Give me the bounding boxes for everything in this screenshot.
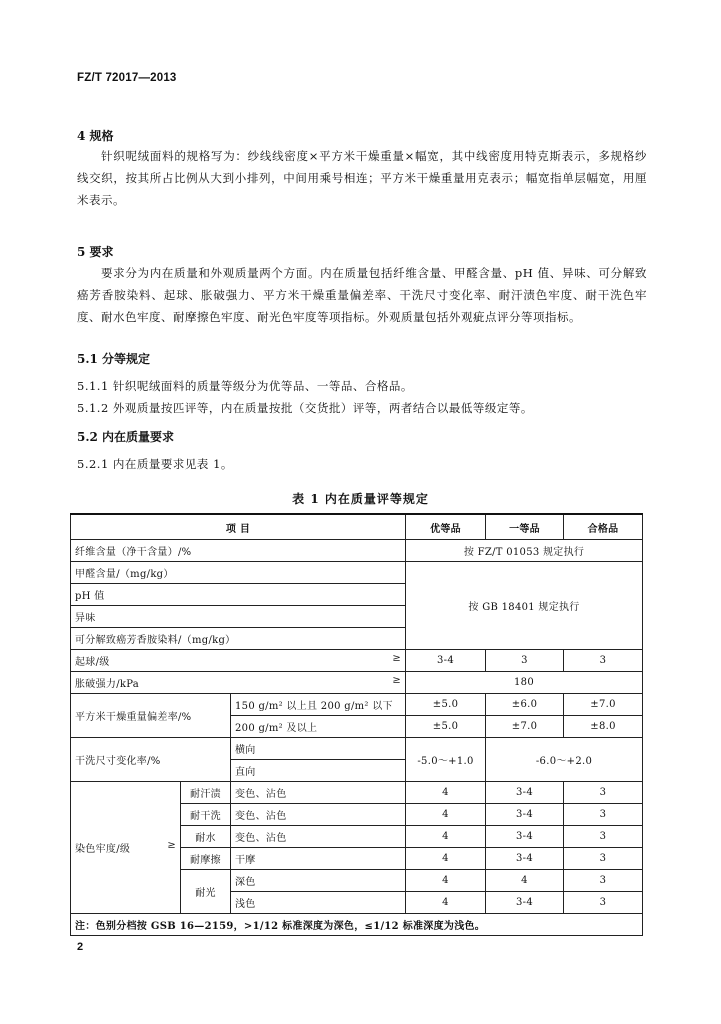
clause-5-1-1: 5.1.1 针织呢绒面料的质量等级分为优等品、一等品、合格品。 — [77, 379, 413, 393]
water-superior: 4 — [406, 826, 486, 848]
rub-qualified: 3 — [564, 848, 643, 870]
fastness-sub-light-dark: 深色 — [231, 870, 406, 892]
burst-label: 胀破强力/kPa — [75, 679, 140, 690]
fastness-sub-light-pale: 浅色 — [231, 892, 406, 914]
header-grade-superior: 优等品 — [406, 514, 486, 540]
weight-sub-150-200: 150 g/m² 以上且 200 g/m² 以下 — [231, 694, 406, 716]
pilling-superior: 3-4 — [406, 650, 486, 672]
row-label-colorfastness — [71, 782, 181, 914]
table-row — [71, 540, 643, 562]
row-label-amine: 可分解致癌芳香胺染料/（mg/kg） — [71, 628, 406, 650]
table-row — [71, 782, 643, 804]
sweat-first: 3-4 — [486, 782, 564, 804]
row-label-dryclean-change: 干洗尺寸变化率/% — [71, 738, 231, 782]
table-row — [71, 672, 643, 694]
light-dark-qualified: 3 — [564, 870, 643, 892]
page-number: 2 — [77, 941, 84, 953]
table-note-row — [71, 914, 643, 936]
rub-first: 3-4 — [486, 848, 564, 870]
burst-ge-sign: ≥ — [392, 675, 402, 686]
table-row — [71, 694, 643, 716]
section-5-1-heading: 5.1 分等规定 — [77, 352, 151, 366]
table-header-row — [71, 514, 643, 540]
water-qualified: 3 — [564, 826, 643, 848]
light-dark-superior: 4 — [406, 870, 486, 892]
fastness-sub-rub: 干摩 — [231, 848, 406, 870]
row-label-burst — [71, 672, 406, 694]
burst-value: 180 — [406, 672, 643, 694]
weight-200-qualified: ±8.0 — [564, 716, 643, 738]
row-label-formaldehyde: 甲醛含量/（mg/kg） — [71, 562, 406, 584]
dryclean-sub-transverse: 横向 — [231, 738, 406, 760]
fiber-value: 按 FZ/T 01053 规定执行 — [406, 540, 643, 562]
header-item: 项 目 — [71, 514, 406, 540]
light-pale-qualified: 3 — [564, 892, 643, 914]
fastness-cat-light: 耐光 — [181, 870, 231, 914]
table-row — [71, 738, 643, 760]
dryclean-fast-superior: 4 — [406, 804, 486, 826]
standard-code-header: FZ/T 72017—2013 — [77, 72, 177, 84]
colorfastness-ge-sign: ≥ — [167, 840, 176, 851]
clause-5-2-1: 5.2.1 内在质量要求见表 1。 — [77, 457, 233, 471]
pilling-ge-sign: ≥ — [392, 653, 402, 664]
light-dark-first: 4 — [486, 870, 564, 892]
table-1-caption: 表 1 内在质量评等规定 — [292, 492, 429, 506]
pilling-qualified: 3 — [564, 650, 643, 672]
row-label-weight-deviation: 平方米干燥重量偏差率/% — [71, 694, 231, 738]
weight-200-superior: ±5.0 — [406, 716, 486, 738]
sweat-superior: 4 — [406, 782, 486, 804]
pilling-label: 起球/级 — [75, 657, 110, 668]
section-5-2-heading: 5.2 内在质量要求 — [77, 430, 175, 444]
header-grade-qualified: 合格品 — [564, 514, 643, 540]
weight-150-qualified: ±7.0 — [564, 694, 643, 716]
dryclean-fast-first: 3-4 — [486, 804, 564, 826]
weight-150-first: ±6.0 — [486, 694, 564, 716]
row-label-odor: 异味 — [71, 606, 406, 628]
weight-sub-200-above: 200 g/m² 及以上 — [231, 716, 406, 738]
colorfastness-label: 染色牢度/级 — [75, 844, 131, 855]
clause-5-1-2: 5.1.2 外观质量按匹评等，内在质量按批（交货批）评等，两者结合以最低等级定等。 — [77, 401, 533, 415]
light-pale-first: 3-4 — [486, 892, 564, 914]
section-5-paragraph: 要求分为内在质量和外观质量两个方面。内在质量包括纤维含量、甲醛含量、pH 值、异味、可分解致癌芳香胺染料、起球、胀破强力、平方米干燥重量偏差率、干洗尺寸变化率、耐汗渍色牢度、耐干洗色牢度、耐水色牢度、耐摩擦色牢度、耐光色牢度等项指标。外观质量包括外观疵点评分等项指标。 — [77, 266, 647, 324]
table-row — [71, 562, 643, 584]
light-pale-superior: 4 — [406, 892, 486, 914]
gb-reference-value: 按 GB 18401 规定执行 — [406, 562, 643, 650]
header-grade-first: 一等品 — [486, 514, 564, 540]
section-5-heading: 5 要求 — [77, 245, 114, 259]
fastness-cat-rub: 耐摩擦 — [181, 848, 231, 870]
table-row — [71, 650, 643, 672]
weight-200-first: ±7.0 — [486, 716, 564, 738]
section-4-paragraph: 针织呢绒面料的规格写为：纱线线密度×平方米干燥重量×幅宽，其中线密度用特克斯表示，多规格纱线交织，按其所占比例从大到小排列，中间用乘号相连；平方米干燥重量用克表示；幅宽指单层幅宽，用厘米表示。 — [77, 149, 647, 207]
dryclean-fast-qualified: 3 — [564, 804, 643, 826]
fastness-sub-dryclean: 变色、沾色 — [231, 804, 406, 826]
quality-table — [70, 513, 643, 936]
fastness-sub-water: 变色、沾色 — [231, 826, 406, 848]
row-label-ph: pH 值 — [71, 584, 406, 606]
section-4-heading: 4 规格 — [77, 129, 114, 143]
row-label-pilling — [71, 650, 406, 672]
rub-superior: 4 — [406, 848, 486, 870]
fastness-cat-sweat: 耐汗渍 — [181, 782, 231, 804]
row-label-fiber: 纤维含量（净干含量）/% — [71, 540, 406, 562]
water-first: 3-4 — [486, 826, 564, 848]
dryclean-first-qualified: -6.0～+2.0 — [486, 738, 643, 782]
dryclean-superior: -5.0～+1.0 — [406, 738, 486, 782]
table-note: 注：色别分档按 GSB 16—2159，>1/12 标准深度为深色，≤1/12 标准深度为浅色。 — [71, 914, 643, 936]
fastness-sub-sweat: 变色、沾色 — [231, 782, 406, 804]
pilling-first: 3 — [486, 650, 564, 672]
fastness-cat-water: 耐水 — [181, 826, 231, 848]
fastness-cat-dryclean: 耐干洗 — [181, 804, 231, 826]
dryclean-sub-longitudinal: 直向 — [231, 760, 406, 782]
sweat-qualified: 3 — [564, 782, 643, 804]
weight-150-superior: ±5.0 — [406, 694, 486, 716]
